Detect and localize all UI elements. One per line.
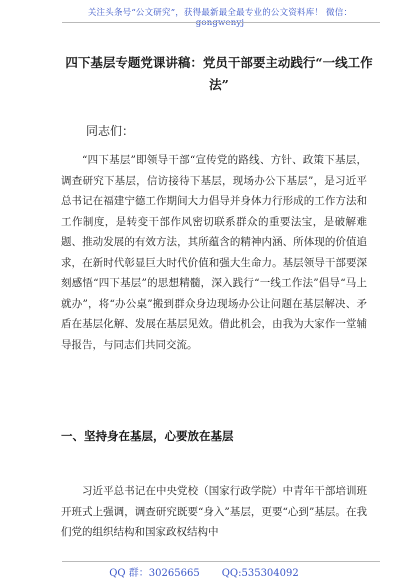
footer-qq: QQ:535304092 (221, 568, 299, 579)
header-banner: 关注头条号“公文研究”，获得最新最全最专业的公文资料库！ 微信：gongwenyj (87, 8, 353, 28)
paragraph-section1: 习近平总书记在中央党校（国家行政学院）中青年干部培训班开班式上强调，调查研究既要“身入”基层，更要“心到”基层。在我们党的组织结构和国家政权结构中 (61, 485, 367, 538)
document-title: 四下基层专题党课讲稿：党员干部要主动践行“一线工作法” (65, 55, 373, 92)
salutation: 同志们： (86, 124, 135, 138)
footer-divider (62, 561, 380, 562)
footer-contact (0, 564, 408, 579)
header-divider (62, 22, 380, 23)
paragraph-intro: “四下基层”即领导干部“宣传党的路线、方针、政策下基层，调查研究下基层，信访接待下基层，现场办公下基层”，是习近平总书记在福建宁德工作期间大力倡导并身体力行形成的工作方法和工作制度，是转变干部作风密切联系群众的重要法宝，是破解难题、推动发展的有效方法，其所蕴含的精神内涵、所体现的价值追求，在新时代彰显巨大时代价值和强大生命力。基层领导干部要深刻感悟“四下基层”的思想精髓，深入践行“一线工作法”倡导“马上就办”，将“办公桌”搬到群众身边现场办公让问题在基层解决、矛盾在基层化解、发展在基层见效。借此机会，由我为大家作一堂辅导报告，与同志们共同交流。 (61, 154, 367, 351)
footer-qq-group: QQ 群：30265665 (109, 568, 200, 579)
section-heading: 一、坚持身在基层，心要放在基层 (61, 429, 234, 443)
